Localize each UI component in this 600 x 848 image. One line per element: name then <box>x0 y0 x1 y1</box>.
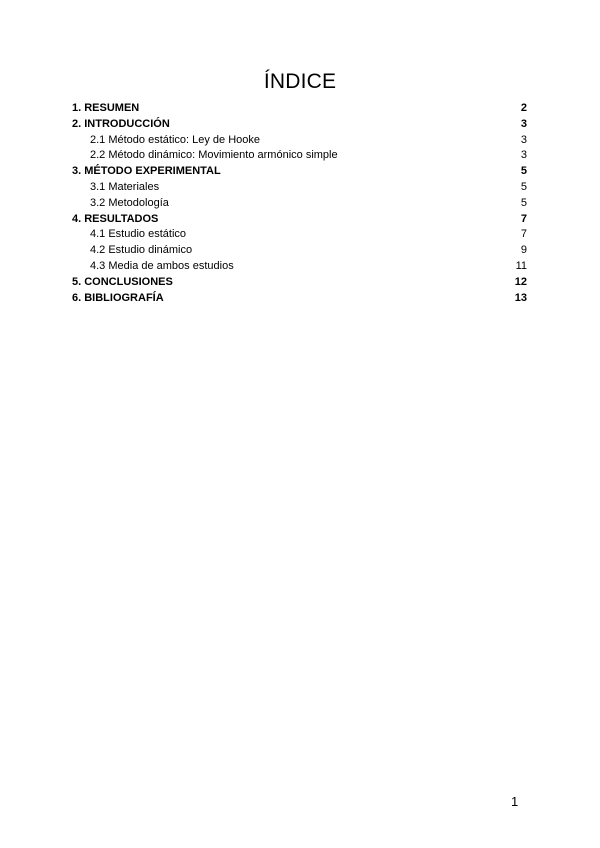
toc-entry-page: 7 <box>520 228 527 241</box>
toc-entry-page: 5 <box>520 180 527 193</box>
toc-entry-label: 3. MÉTODO EXPERIMENTAL <box>72 165 221 178</box>
table-of-contents <box>72 101 527 306</box>
toc-entry-label: 2.1 Método estático: Ley de Hooke <box>90 133 260 146</box>
toc-entry-metodo-experimental[interactable] <box>72 164 527 180</box>
toc-entry-resumen[interactable] <box>72 101 527 117</box>
toc-entry-label: 4. RESULTADOS <box>72 212 159 225</box>
toc-entry-bibliografia[interactable] <box>72 291 527 307</box>
page-title: ÍNDICE <box>263 70 337 93</box>
toc-entry-label: 4.2 Estudio dinámico <box>90 244 193 257</box>
toc-entry-page: 12 <box>514 275 527 288</box>
toc-entry-label: 4.3 Media de ambos estudios <box>90 259 234 272</box>
toc-entry-label: 3.2 Metodología <box>90 196 169 209</box>
toc-entry-label: 6. BIBLIOGRAFÍA <box>72 291 164 304</box>
toc-entry-metodo-dinamico[interactable] <box>72 148 527 164</box>
toc-entry-media-estudios[interactable] <box>72 259 527 275</box>
toc-entry-estudio-estatico[interactable] <box>72 227 527 243</box>
toc-entry-metodologia[interactable] <box>72 196 527 212</box>
toc-entry-label: 2. INTRODUCCIÓN <box>72 117 170 130</box>
toc-entry-conclusiones[interactable] <box>72 275 527 291</box>
toc-entry-materiales[interactable] <box>72 180 527 196</box>
toc-entry-label: 1. RESUMEN <box>72 102 140 114</box>
toc-entry-page: 3 <box>520 133 527 146</box>
toc-entry-page: 2 <box>520 102 527 114</box>
toc-entry-page: 11 <box>515 259 527 272</box>
toc-entry-page: 3 <box>520 117 527 130</box>
toc-entry-metodo-estatico[interactable] <box>72 133 527 149</box>
toc-entry-estudio-dinamico[interactable] <box>72 243 527 259</box>
toc-entry-page: 5 <box>520 165 527 178</box>
toc-entry-label: 3.1 Materiales <box>90 180 160 193</box>
toc-entry-page: 13 <box>514 291 527 304</box>
toc-entry-resultados[interactable] <box>72 212 527 228</box>
toc-entry-page: 9 <box>520 244 527 257</box>
toc-entry-page: 5 <box>520 196 527 209</box>
toc-entry-label: 4.1 Estudio estático <box>90 228 187 241</box>
toc-entry-page: 3 <box>520 149 527 162</box>
toc-entry-page: 7 <box>520 212 527 225</box>
toc-entry-introduccion[interactable] <box>72 117 527 133</box>
toc-entry-label: 5. CONCLUSIONES <box>72 275 173 288</box>
page-number: 1 <box>511 794 519 809</box>
toc-entry-label: 2.2 Método dinámico: Movimiento armónico simple <box>90 149 338 162</box>
